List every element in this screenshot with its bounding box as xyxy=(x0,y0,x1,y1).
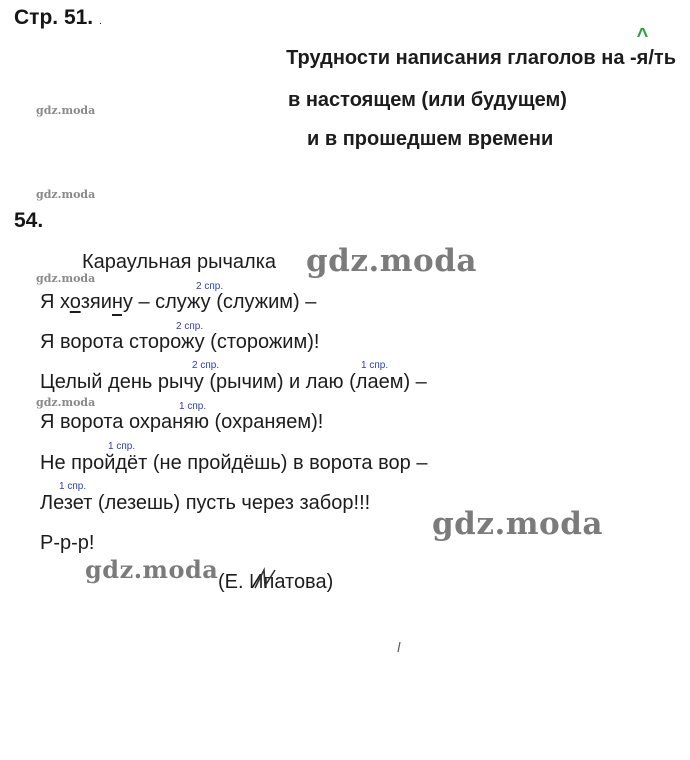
title-line-3: и в прошедшем времени xyxy=(307,128,554,150)
stray-mark xyxy=(395,640,403,654)
poem-line-1: Я хозяину – служу (служим) – xyxy=(40,291,317,313)
caret-mark: ^ xyxy=(636,25,649,47)
conjugation-note: 2 спр. xyxy=(176,321,204,332)
poem-line-4: Я ворота охраняю (охраняем)! xyxy=(40,411,324,433)
poem-author: (Е. Ипатова) xyxy=(218,571,334,593)
poem-line-2: Я ворота сторожу (сторожим)! xyxy=(40,331,320,353)
poem-line-7: Р-р-р! xyxy=(40,532,95,554)
watermark-small: gdz.moda xyxy=(36,188,96,201)
watermark-small: gdz.moda xyxy=(36,396,96,409)
exercise-number: 54. xyxy=(14,209,44,232)
underline-mark xyxy=(112,314,122,316)
poem-heading: Караульная рычалка xyxy=(82,251,277,273)
conjugation-note: 1 спр. xyxy=(179,401,207,412)
conjugation-note: 1 спр. xyxy=(361,360,389,371)
conjugation-note: 1 спр. xyxy=(59,481,87,492)
conjugation-note: 2 спр. xyxy=(192,360,220,371)
watermark-large: gdz.moda xyxy=(85,555,219,584)
title-line-1: Трудности написания глаголов на -я ^ /ть xyxy=(286,25,676,69)
conjugation-note: 2 спр. xyxy=(196,281,224,292)
stroke-mark xyxy=(252,566,278,592)
poem-line-6: Лезет (лезешь) пусть через забор!!! xyxy=(40,492,371,514)
watermark-small: gdz.moda xyxy=(36,272,96,285)
watermark-large: gdz.moda xyxy=(432,506,603,542)
title-line-2: в настоящем (или будущем) xyxy=(288,89,567,111)
poem-line-5: Не пройдёт (не пройдёшь) в ворота вор – xyxy=(40,452,428,474)
conjugation-note: 1 спр. xyxy=(108,441,136,452)
watermark-small: gdz.moda xyxy=(36,104,96,117)
watermark-large: gdz.moda xyxy=(306,243,477,279)
page-reference: Стр. 51. . xyxy=(14,6,102,29)
poem-line-3: Целый день рычу (рычим) и лаю (лаем) – xyxy=(40,371,427,393)
